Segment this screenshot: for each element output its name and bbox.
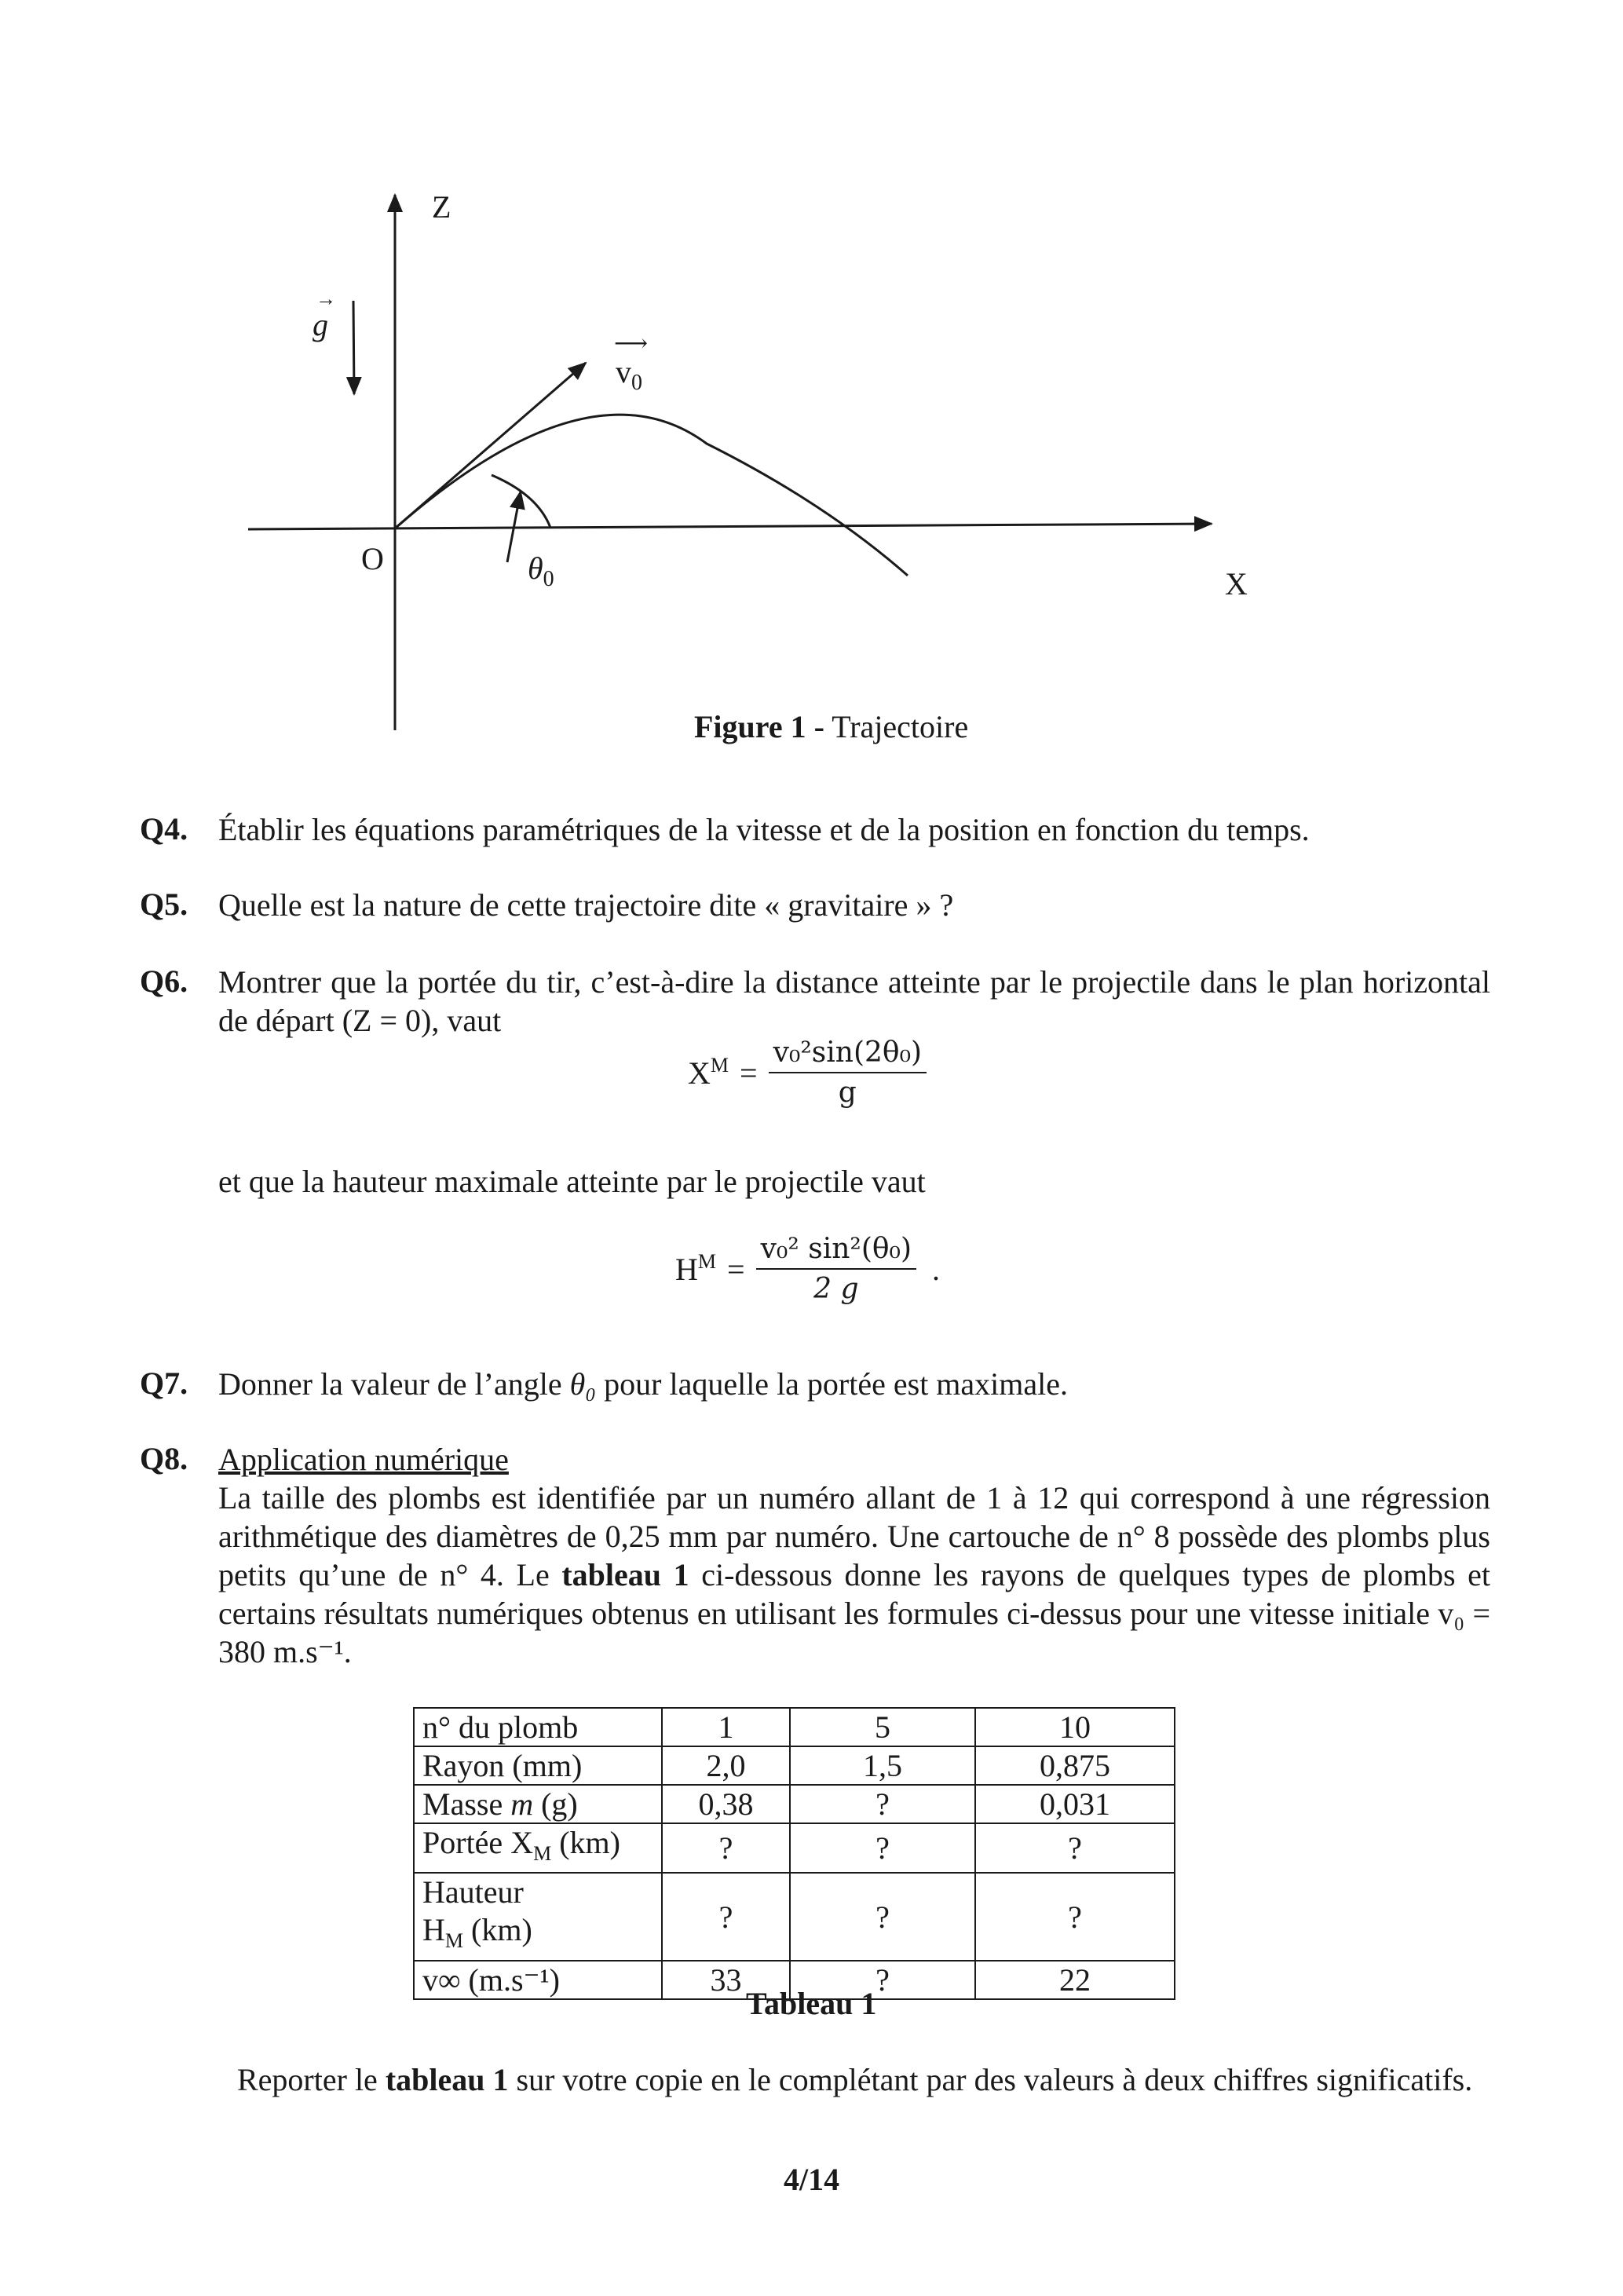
equals-sign: = [727, 1251, 745, 1287]
table-cell: ? [790, 1961, 975, 1999]
table-cell: 1 [662, 1708, 790, 1746]
row-label: n° du plomb [414, 1708, 662, 1746]
q7-text [218, 1365, 1490, 1403]
instruction-table-reference: tableau 1 [385, 2062, 509, 2097]
angle-subscript: 0 [543, 567, 554, 591]
row-label [414, 1823, 662, 1873]
row-label-text: Masse [422, 1786, 511, 1822]
formula-height-denominator: 2 g [813, 1273, 859, 1305]
q4-number: Q4. [140, 811, 188, 846]
row-label-sub: M [533, 1842, 552, 1865]
row-label [414, 1873, 662, 1961]
q7-number: Q7. [140, 1366, 188, 1401]
row-label-sub: M [444, 1929, 464, 1952]
trajectory-curve [395, 415, 908, 576]
q8-paragraph-start: La taille des plombs est identifiée par un numéro allant de 1 à 12 qui correspond à une régression arithmétique des diamètres de 0,25 mm par numéro. Une cartouche de n° 8 possède des plombs plus petits qu’une de n° 4. Le [218, 1480, 1490, 1592]
table-1 [413, 1707, 1175, 2000]
table-cell: ? [790, 1785, 975, 1823]
q8-paragraph-end: ci-dessous donne les rayons de quelques types de plombs et certains résultats numériques obtenus en utilisant les formules ci-dessus pour une vitesse initiale v₀ = 380 m.s⁻¹. [218, 1557, 1491, 1669]
z-axis-label: Z [432, 189, 451, 225]
q8-heading: Application numérique [218, 1442, 509, 1477]
formula-height-lhs-sub: M [697, 1250, 717, 1273]
formula-height [675, 1233, 940, 1305]
table-cell: ? [975, 1873, 1175, 1961]
formula-height-fraction [756, 1233, 916, 1305]
table-cell: 22 [975, 1961, 1175, 1999]
formula-range [688, 1036, 927, 1109]
formula-range-lhs-sub: M [710, 1054, 729, 1077]
formula-range-numerator: v₀²sin(2θ₀) [769, 1036, 927, 1073]
origin-label: O [361, 541, 384, 576]
table-cell: 1,5 [790, 1746, 975, 1785]
x-axis-label: X [1225, 566, 1248, 601]
velocity-subscript: 0 [631, 371, 642, 395]
row-label-text: Portée X [422, 1825, 534, 1860]
table-cell: 5 [790, 1708, 975, 1746]
q6-text: Montrer que la portée du tir, c’est-à-dire la distance atteinte par le projectile dans le plan horizontal de départ (Z = 0), vaut [218, 964, 1490, 1038]
formula-height-period: . [932, 1251, 941, 1287]
q6-middle-text: et que la hauteur maximale atteinte par le projectile vaut [218, 1164, 926, 1199]
velocity-label: ⟶ $v_0$ [614, 331, 645, 395]
instruction-text [237, 2060, 1490, 2099]
trajectory-figure [0, 0, 1623, 754]
gravity-symbol: g [313, 307, 328, 342]
table-cell: ? [662, 1873, 790, 1961]
angle-label [528, 550, 554, 592]
q5-text: Quelle est la nature de cette trajectoire dite « gravitaire » ? [218, 887, 954, 923]
formula-range-denominator: g [838, 1077, 857, 1109]
q7-theta-symbol: θ₀ [569, 1366, 597, 1402]
q6-number: Q6. [140, 963, 188, 999]
page-number: 4/14 [784, 2162, 840, 2197]
angle-arc [492, 475, 550, 528]
gravity-label: → g [313, 287, 336, 342]
figure-caption [694, 708, 968, 745]
q8-paragraph [218, 1479, 1490, 1671]
table-cell: 2,0 [662, 1746, 790, 1785]
row-label-unit: (g) [533, 1786, 578, 1822]
q7-text-after: pour laquelle la portée est maximale. [596, 1366, 1069, 1402]
angle-symbol: θ [528, 550, 543, 586]
formula-range-lhs: X [688, 1055, 711, 1091]
table-row [414, 1746, 1175, 1785]
table-cell: ? [790, 1823, 975, 1873]
table-caption: Tableau 1 [746, 1986, 877, 2021]
table-row [414, 1823, 1175, 1873]
table-cell: 33 [662, 1961, 790, 1999]
row-label: v∞ (m.s⁻¹) [414, 1961, 662, 1999]
formula-height-numerator: v₀² sin²(θ₀) [756, 1233, 916, 1270]
row-label-unit: (km) [463, 1912, 532, 1947]
q8-number: Q8. [140, 1441, 188, 1476]
mass-symbol: m [510, 1786, 534, 1822]
instruction-start: Reporter le [237, 2062, 386, 2097]
table-cell: ? [662, 1823, 790, 1873]
table-row [414, 1785, 1175, 1823]
q5-number: Q5. [140, 887, 188, 922]
table-cell: 10 [975, 1708, 1175, 1746]
table-cell: 0,38 [662, 1785, 790, 1823]
row-label-unit: (km) [551, 1825, 620, 1860]
table-row [414, 1708, 1175, 1746]
table-cell: 0,031 [975, 1785, 1175, 1823]
q7-text-before: Donner la valeur de l’angle [218, 1366, 570, 1402]
table-row [414, 1873, 1175, 1961]
equals-sign: = [740, 1055, 758, 1091]
row-label [414, 1785, 662, 1823]
x-axis [248, 524, 1212, 529]
row-label: Rayon (mm) [414, 1746, 662, 1785]
q4-text: Établir les équations paramétriques de la vitesse et de la position en fonction du temps. [218, 812, 1310, 847]
formula-range-fraction [769, 1036, 927, 1109]
instruction-end: sur votre copie en le complétant par des valeurs à deux chiffres significatifs. [508, 2062, 1473, 2097]
gravity-arrow [353, 301, 354, 394]
row-label-text: Hauteur [422, 1874, 524, 1910]
formula-height-lhs: H [675, 1251, 698, 1287]
row-label-symbol: H [422, 1912, 445, 1947]
velocity-symbol: v [616, 354, 631, 389]
figure-caption-number: Figure 1 - [694, 709, 824, 744]
q8-table-reference: tableau 1 [561, 1557, 689, 1592]
table-cell: ? [975, 1823, 1175, 1873]
figure-caption-text: Trajectoire [832, 709, 969, 744]
table-cell: 0,875 [975, 1746, 1175, 1785]
table-cell: ? [790, 1873, 975, 1961]
